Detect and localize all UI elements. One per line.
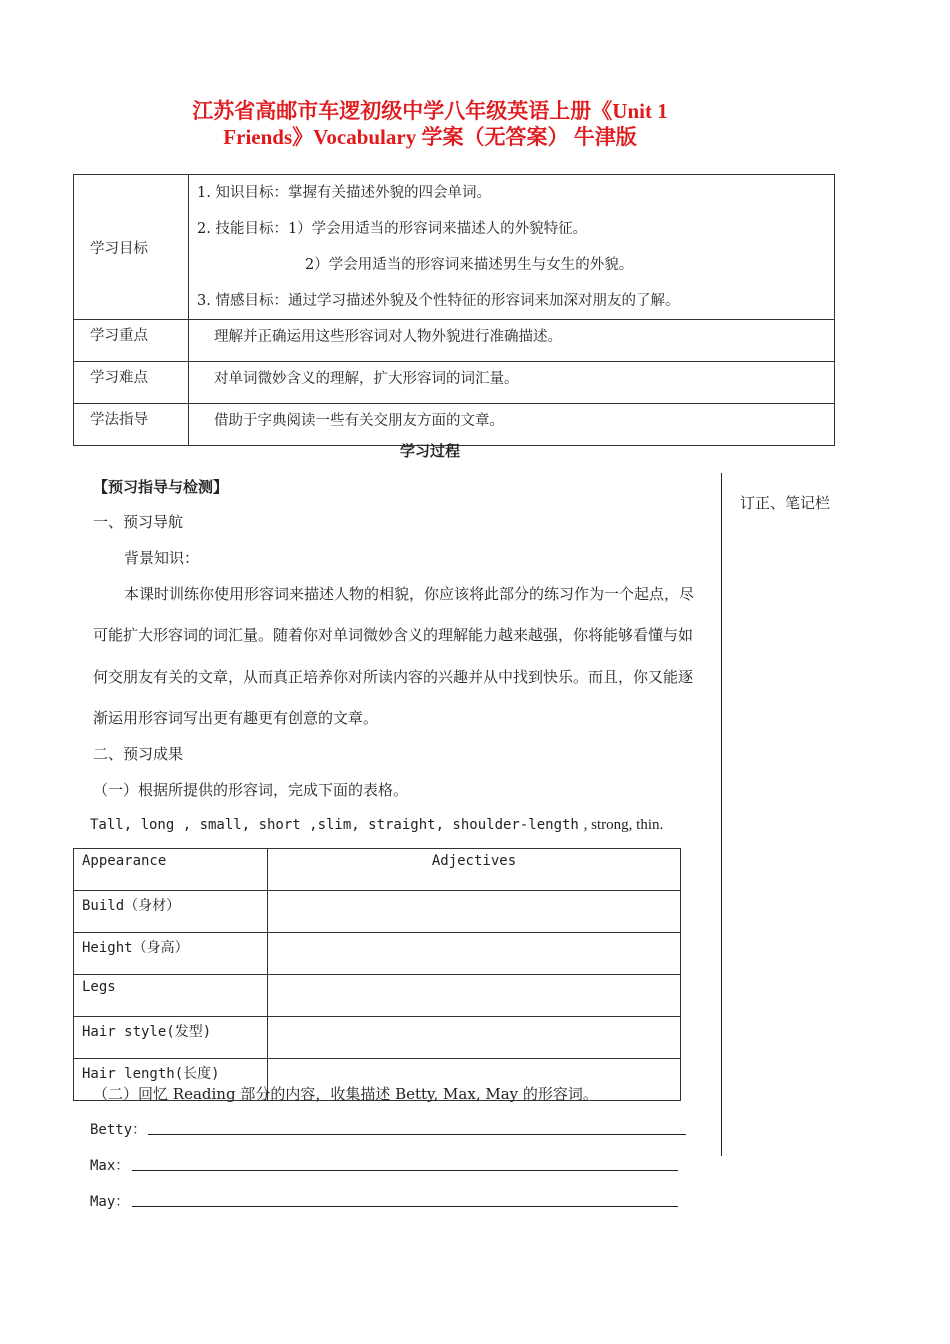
part1-heading: 一、预习导航: [93, 513, 184, 531]
row-legs: Legs: [74, 975, 268, 1017]
document-title-line2: Friends》Vocabulary 学案（无答案） 牛津版: [223, 125, 637, 149]
answer-cell-legs[interactable]: [268, 975, 681, 1017]
row-hair-length: Hair length(长度): [74, 1059, 268, 1101]
paragraph-line-4: 渐运用形容词写出更有趣更有创意的文章。: [93, 709, 379, 727]
goals-content: [189, 175, 835, 320]
header-appearance: Appearance: [74, 849, 268, 891]
word-list-mono: Tall, long , small, short ,slim, straight, shoulder-length: [90, 817, 579, 833]
key-points-cell: [189, 320, 835, 362]
goal-emotion: 3. 情感目标：通过学习描述外貌及个性特征的形容词来加深对朋友的了解。: [197, 293, 680, 309]
learning-goals-table: [73, 174, 835, 446]
row-build: Build（身材）: [74, 891, 268, 933]
difficulties-cell: [189, 362, 835, 404]
may-label: May：: [90, 1194, 130, 1210]
betty-answer-line[interactable]: [148, 1134, 686, 1135]
difficulties-label: 学习难点: [74, 362, 189, 404]
method-text: 借助于字典阅读一些有关交朋友方面的文章。: [214, 413, 504, 429]
goals-label: 学习目标: [74, 175, 189, 320]
key-points-text: 理解并正确运用这些形容词对人物外貌进行准确描述。: [214, 329, 562, 345]
goal-skill-2: 2）学会用适当的形容词来描述男生与女生的外貌。: [305, 257, 634, 273]
key-points-label: 学习重点: [74, 320, 189, 362]
document-title-line1: 江苏省高邮市车逻初级中学八年级英语上册《Unit 1: [192, 99, 668, 123]
word-list-serif: , strong, thin.: [583, 817, 664, 833]
header-adjectives: Adjectives: [268, 849, 681, 891]
notes-column-label: 订正、笔记栏: [740, 494, 831, 512]
task1-instruction: （一）根据所提供的形容词，完成下面的表格。: [93, 781, 409, 799]
betty-label: Betty：: [90, 1122, 147, 1138]
may-answer-line[interactable]: [132, 1206, 678, 1207]
task2-instruction: （二）回忆 Reading 部分的内容，收集描述 Betty, Max, May 的形容词。: [93, 1085, 598, 1103]
answer-cell-build[interactable]: [268, 891, 681, 933]
max-label: Max：: [90, 1158, 130, 1174]
goal-skill-1: 2. 技能目标：1）学会用适当的形容词来描述人的外貌特征。: [197, 221, 588, 237]
paragraph-line-1: 本课时训练你使用形容词来描述人物的相貌，你应该将此部分的练习作为一个起点，尽: [124, 585, 695, 603]
answer-cell-height[interactable]: [268, 933, 681, 975]
difficulties-text: 对单词微妙含义的理解，扩大形容词的词汇量。: [214, 371, 519, 387]
process-heading: 学习过程: [399, 443, 460, 460]
part2-heading: 二、预习成果: [93, 745, 184, 763]
answer-cell-hair-style[interactable]: [268, 1017, 681, 1059]
adjectives-table: [73, 848, 681, 1101]
row-height: Height（身高）: [74, 933, 268, 975]
notes-divider: [721, 473, 722, 1156]
row-hair-style: Hair style(发型): [74, 1017, 268, 1059]
background-label: 背景知识：: [124, 549, 200, 567]
method-label: 学法指导: [74, 404, 189, 446]
section-heading: 【预习指导与检测】: [93, 479, 229, 496]
paragraph-line-3: 何交朋友有关的文章，从而真正培养你对所读内容的兴趣并从中找到快乐。而且，你又能逐: [93, 668, 694, 686]
max-answer-line[interactable]: [132, 1170, 678, 1171]
goal-knowledge: 1. 知识目标：掌握有关描述外貌的四会单词。: [197, 185, 491, 201]
paragraph-line-2: 可能扩大形容词的词汇量。随着你对单词微妙含义的理解能力越来越强，你将能够看懂与如: [93, 626, 694, 644]
word-list: [90, 815, 663, 834]
